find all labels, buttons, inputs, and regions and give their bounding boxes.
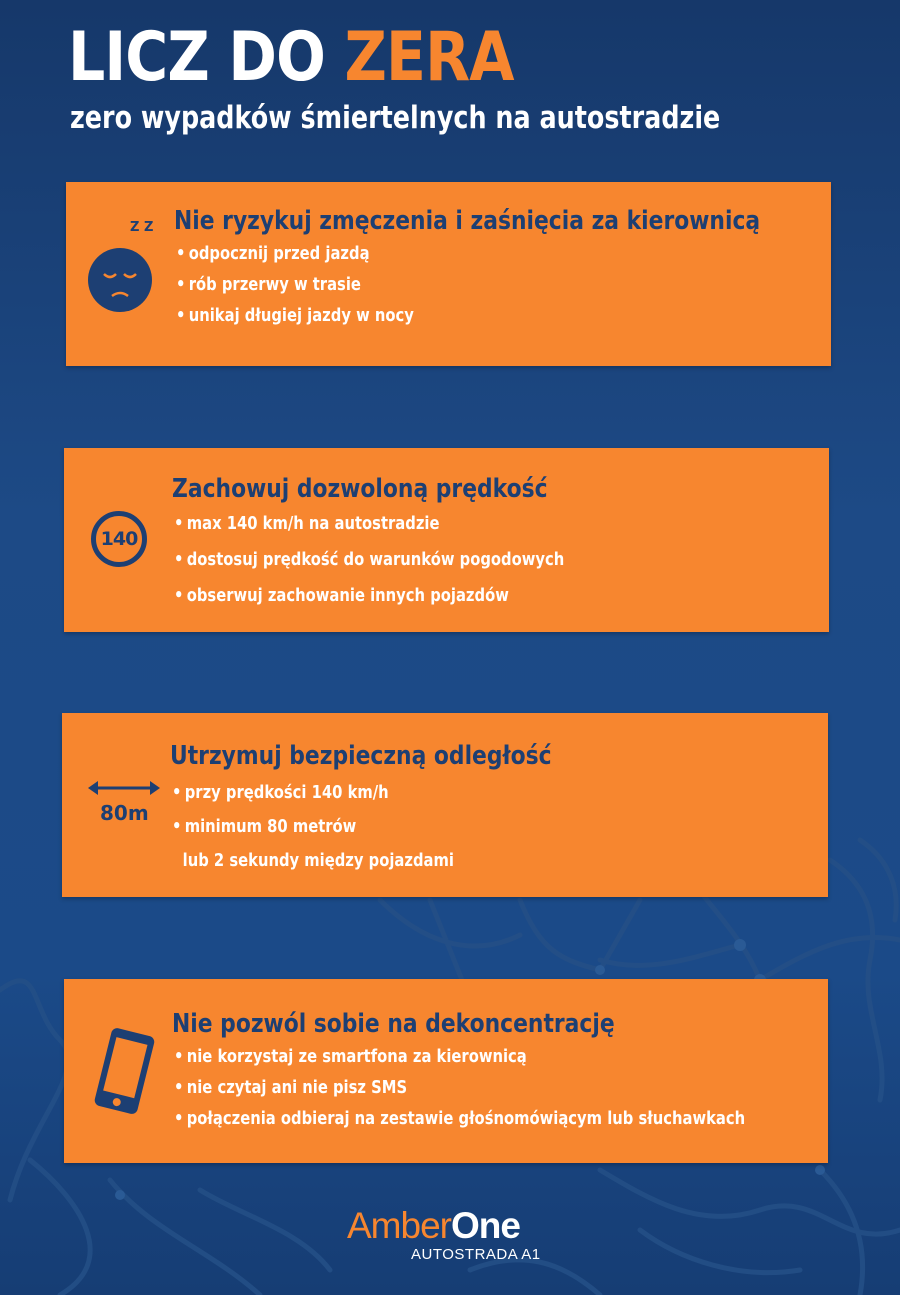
title-orange-part: ZERA — [344, 18, 514, 97]
card-list — [176, 238, 414, 331]
logo-subtitle: AUTOSTRADA A1 — [411, 1246, 541, 1263]
title-white-part: LICZ DO — [68, 18, 325, 97]
list-item: • dostosuj prędkość do warunków pogodowych — [174, 549, 565, 570]
list-item: • połączenia odbieraj na zestawie głośnomówiącym lub słuchawkach — [174, 1108, 746, 1129]
smartphone-icon — [84, 1023, 164, 1123]
card-heading: Nie pozwól sobie na dekoncentrację — [172, 1009, 615, 1039]
card-distance — [62, 713, 828, 897]
header — [68, 18, 863, 136]
list-item: • unikaj długiej jazdy w nocy — [176, 305, 414, 326]
card-distraction — [64, 979, 828, 1163]
card-fatigue — [66, 182, 831, 366]
card-heading: Utrzymuj bezpieczną odległość — [170, 741, 552, 771]
distance-arrow-icon — [88, 777, 160, 799]
card-heading: Nie ryzykuj zmęczenia i zaśnięcia za kierownicą — [174, 206, 761, 236]
list-item: • nie korzystaj ze smartfona za kierownicą — [174, 1046, 527, 1067]
list-item: • minimum 80 metrów — [172, 816, 357, 837]
list-item: • obserwuj zachowanie innych pojazdów — [174, 585, 509, 606]
list-item-continuation: lub 2 sekundy między pojazdami — [182, 850, 454, 871]
card-list — [172, 777, 454, 876]
amberone-logo — [347, 1207, 541, 1263]
list-item: • przy prędkości 140 km/h — [172, 782, 389, 803]
card-list — [174, 1041, 745, 1134]
page-title — [68, 18, 752, 97]
page-subtitle: zero wypadków śmiertelnych na autostradzie — [70, 100, 721, 136]
list-item: • odpocznij przed jazdą — [176, 243, 370, 264]
card-list — [174, 508, 564, 616]
list-item: • max 140 km/h na autostradzie — [174, 513, 440, 534]
sleepy-z-letters: Z Z — [130, 220, 154, 235]
speed-limit-value: 140 — [100, 528, 138, 550]
list-item: • nie czytaj ani nie pisz SMS — [174, 1077, 408, 1098]
logo-name: AmberOne — [347, 1205, 520, 1246]
card-heading: Zachowuj dozwoloną prędkość — [172, 474, 548, 504]
distance-label: 80m — [100, 801, 149, 825]
card-speed — [64, 448, 829, 632]
speed-limit-sign-icon — [91, 511, 147, 567]
list-item: • rób przerwy w trasie — [176, 274, 361, 295]
